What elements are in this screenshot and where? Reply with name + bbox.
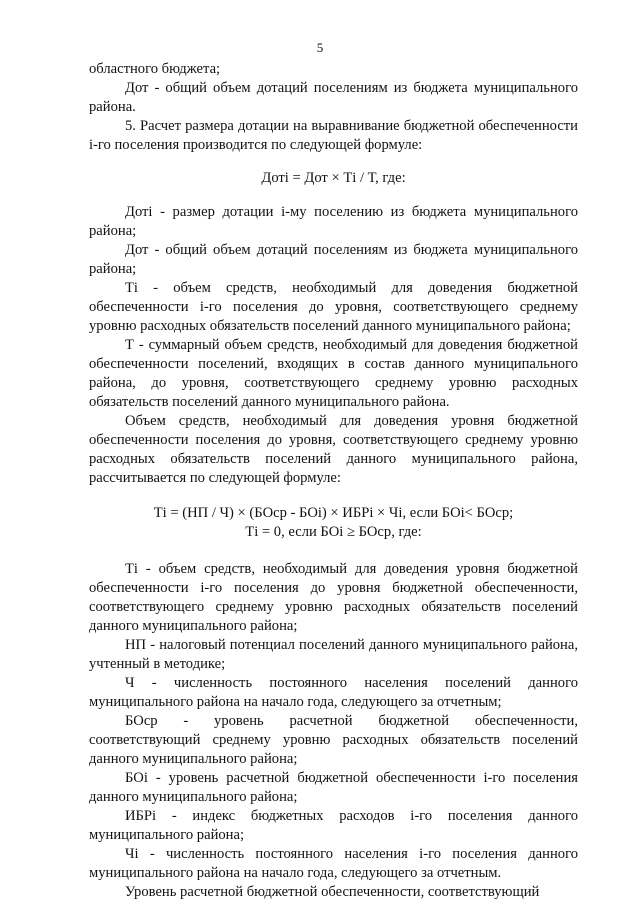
paragraph: ИБРi - индекс бюджетных расходов i-го поселения данного муниципального района; — [89, 808, 578, 843]
paragraph: БОi - уровень расчетной бюджетной обеспеченности i-го поселения данного муниципального района; — [89, 770, 578, 805]
paragraph: Дотi - размер дотации i-му поселению из бюджета муниципального района; — [89, 204, 578, 239]
formula-ti: Тi = (НП / Ч) × (БОср - БОi) × ИБРi × Чi, если БОi< БОср; — [153, 505, 514, 521]
paragraph: Дот - общий объем дотаций поселениям из бюджета муниципального района; — [89, 242, 578, 277]
paragraph: 5. Расчет размера дотации на выравнивание бюджетной обеспеченности i-го поселения производится по следующей формуле: — [89, 118, 578, 153]
paragraph: Тi - объем средств, необходимый для доведения бюджетной обеспеченности i-го поселения до уровня, соответствующего среднему уровню расходных обязательств поселений данного муниципального района; — [89, 280, 578, 334]
page-number: 5 — [316, 40, 324, 55]
formula-dotation: Дотi = Дот × Тi / Т, где: — [261, 170, 406, 186]
paragraph: Чi - численность постоянного населения i-го поселения данного муниципального района на начало года, следующего за отчетным. — [89, 846, 578, 881]
paragraph: Дот - общий объем дотаций поселениям из бюджета муниципального района. — [89, 80, 578, 115]
paragraph: БОср - уровень расчетной бюджетной обеспеченности, соответствующий среднему уровню расходных обязательств поселений данного муниципального района; — [89, 713, 578, 767]
paragraph: Тi - объем средств, необходимый для доведения уровня бюджетной обеспеченности i-го поселения до уровня бюджетной обеспеченности, соответствующего среднему уровню расходных обязательств поселений данного муниципального района; — [89, 561, 578, 634]
paragraph: областного бюджета; — [89, 61, 221, 77]
paragraph: Уровень расчетной бюджетной обеспеченности, соответствующий — [125, 884, 540, 900]
formula-ti-zero: Тi = 0, если БОi ≥ БОср, где: — [245, 524, 422, 540]
document-body — [89, 60, 578, 902]
paragraph: Ч - численность постоянного населения поселений данного муниципального района на начало года, следующего за отчетным; — [89, 675, 578, 710]
paragraph: Объем средств, необходимый для доведения уровня бюджетной обеспеченности поселения до уровня, соответствующего среднему уровню расходных обязательств поселений данного муниципального района, рассчитывается по следующей формуле: — [89, 413, 578, 486]
paragraph: Т - суммарный объем средств, необходимый для доведения бюджетной обеспеченности поселений, входящих в состав данного муниципального района, до уровня, соответствующего среднему уровню расходных обязательств поселений данного муниципального района. — [89, 337, 578, 410]
paragraph: НП - налоговый потенциал поселений данного муниципального района, учтенный в методике; — [89, 637, 578, 672]
